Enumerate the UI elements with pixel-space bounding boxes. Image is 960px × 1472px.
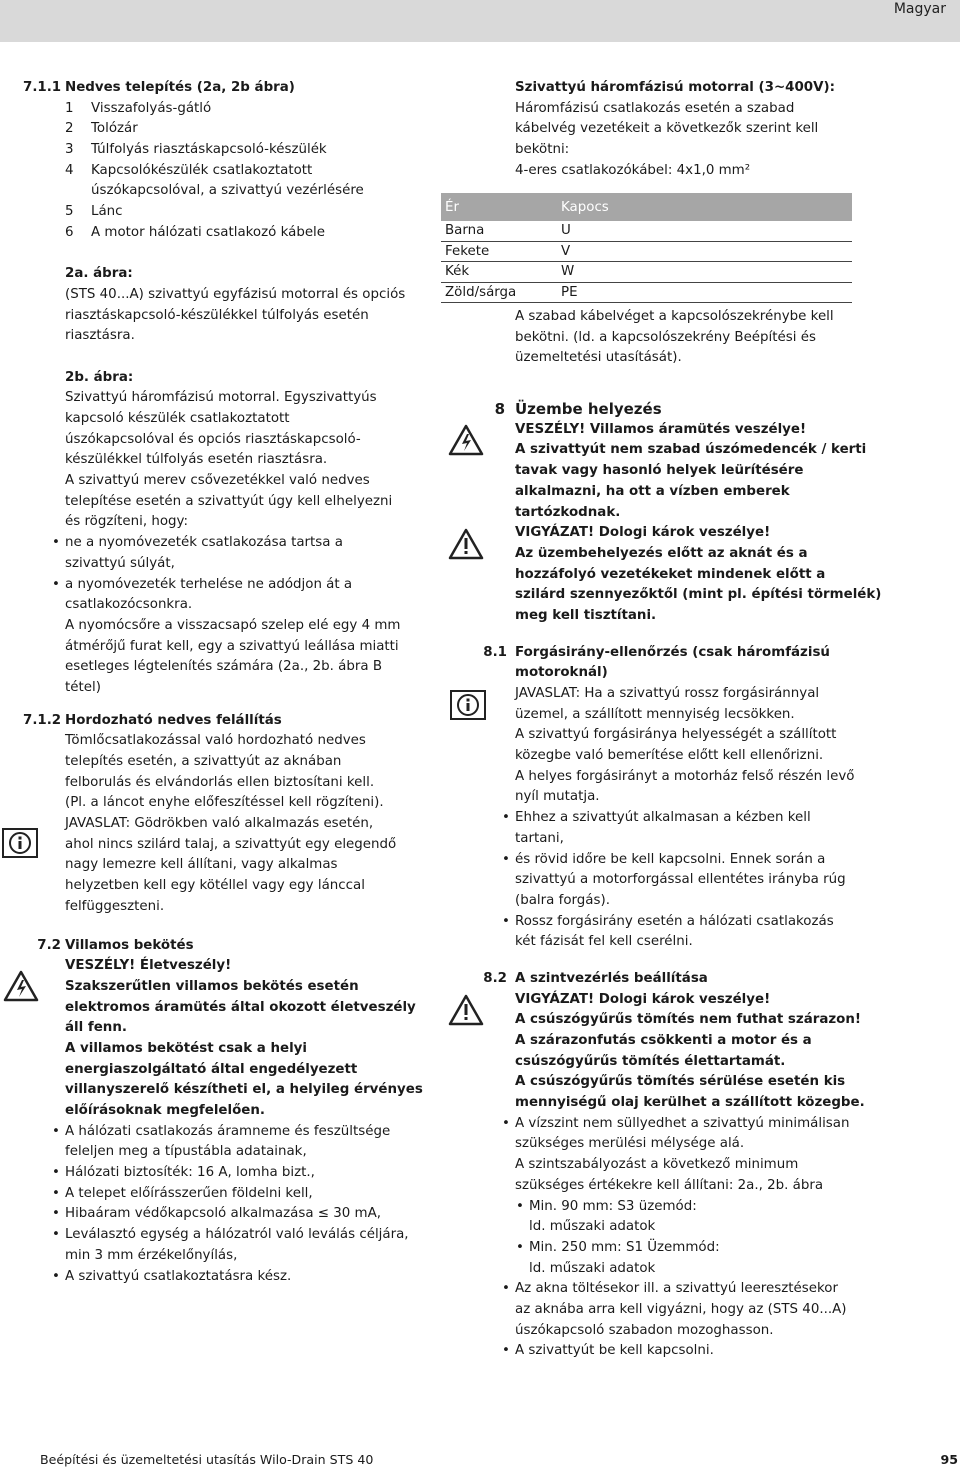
body-text: A szabad kábelvéget a kapcsolószekrénybe kell	[515, 309, 834, 324]
table-row: Fekete V	[441, 241, 852, 262]
section-8-1-heading: 8.1 Forgásirány-ellenőrzés (csak háromfázisú motoroknál)	[515, 643, 860, 684]
note-text: felfüggeszteni.	[65, 898, 165, 914]
warning-icon	[448, 528, 484, 564]
info-icon	[450, 690, 486, 724]
figure-2a-text: (STS 40...A) szivattyú egyfázisú motorral és opciós	[65, 286, 406, 302]
body-text: felborulás és elvándorlás ellen biztosítani kell.	[65, 774, 375, 790]
list-item: • Az akna töltésekor ill. a szivattyú leeresztésekor az aknába arra kell vigyázni, hogy az (STS 40...A) úszókapcsoló szabadon mozoghasson.	[515, 1279, 860, 1341]
section-title: Nedves telepítés (2a, 2b ábra)	[65, 80, 295, 95]
caution-text: szilárd szennyezőktől (mint pl. építési törmelék)	[515, 587, 882, 603]
page-number: 95	[940, 1452, 958, 1467]
note-text: nagy lemezre kell állítani, vagy alkalmas	[65, 857, 338, 873]
note-text: JAVASLAT: Ha a szivattyú rossz forgásiránnyal	[515, 686, 820, 701]
section-8-2-heading	[483, 969, 860, 990]
table-row: Kék W	[441, 262, 852, 283]
section-7-1-2-heading	[23, 711, 415, 732]
language-label: Magyar	[893, 1, 946, 17]
note-text: A szivattyú forgásiránya helyességét a szállított	[515, 727, 837, 743]
figure-2a-text: riasztásra.	[65, 328, 135, 344]
table-row: Barna U	[441, 221, 852, 241]
body-text: bekötni. (ld. a kapcsolószekrény Beépítési és	[515, 329, 816, 345]
caution-text: VIGYÁZAT! Dologi károk veszélye!	[515, 525, 771, 541]
list-item: úszókapcsolóval, a szivattyú vezérlésére	[91, 183, 364, 199]
note-text: nyíl mutatja.	[515, 789, 600, 805]
table-header: Kapocs	[557, 193, 852, 221]
list-item: • A telepet előírásszerűen földelni kell,	[65, 1184, 415, 1205]
list-item: 3 Túlfolyás riasztáskapcsoló-készülék	[65, 142, 327, 158]
footer-title: Beépítési és üzemeltetési utasítás Wilo-Drain STS 40	[40, 1452, 374, 1467]
danger-text: alkalmazni, ha ott a vízben emberek	[515, 483, 790, 499]
danger-text: A villamos bekötést csak a helyi	[65, 1040, 308, 1056]
wire-terminal-table	[441, 193, 852, 303]
danger-text: előírásoknak megfelelően.	[65, 1103, 266, 1118]
section-8-heading	[494, 399, 860, 420]
table-header-row	[441, 193, 852, 221]
body-text: tétel)	[65, 679, 101, 695]
list-item: • Rossz forgásirány esetén a hálózati csatlakozás két fázisát fel kell cserélni.	[515, 912, 860, 953]
list-item: 4 Kapcsolókészülék csatlakoztatott	[65, 162, 313, 178]
sub-list-item: • Min. 250 mm: S1 Üzemmód: ld. műszaki adatok	[529, 1238, 860, 1279]
right-column-lower	[483, 307, 882, 1362]
danger-text: VESZÉLY! Életveszély!	[65, 958, 232, 974]
danger-text: elektromos áramütés által okozott életveszély	[65, 999, 416, 1015]
list-item: • és rövid időre be kell kapcsolni. Ennek során a szivattyú a motorforgással ellentétes irányba rúg (balra forgás).	[515, 850, 860, 912]
danger-text: A szivattyút nem szabad úszómedencék / kerti	[515, 442, 867, 458]
body-text: bekötni:	[515, 142, 570, 158]
danger-text: Szakszerűtlen villamos bekötés esetén	[65, 978, 359, 994]
figure-2b-text: Szivattyú háromfázisú motorral. Egyszivattyús	[65, 390, 377, 406]
section-number: 7.1.1	[23, 80, 62, 95]
body-text: átmérőjű furat kell, egy a szivattyú leállása miatti	[65, 638, 399, 654]
caution-text: Az üzembehelyezés előtt az aknát és a	[515, 545, 808, 561]
top-bar	[0, 0, 960, 42]
figure-2b-text: telepítése esetén a szivattyút úgy kell elhelyezni	[65, 493, 393, 509]
figure-2b-title: 2b. ábra:	[65, 369, 134, 385]
caution-text: VIGYÁZAT! Dologi károk veszélye!	[515, 991, 771, 1007]
caution-text: mennyiségű olaj kerülhet a szállított közegbe.	[515, 1095, 865, 1111]
section-number: 8.1	[483, 644, 507, 660]
figure-2b-text: úszókapcsolóval és opciós riasztáskapcsoló-	[65, 431, 361, 447]
caution-text: hozzáfolyó vezetékeket mindenek előtt a	[515, 566, 826, 582]
section-number: 8.2	[483, 970, 507, 986]
section-title: Üzembe helyezés	[515, 400, 662, 419]
list-item: • A hálózati csatlakozás áramneme és feszültsége feleljen meg a típustábla adatainak,	[65, 1122, 415, 1163]
danger-text: áll fenn.	[65, 1020, 127, 1036]
legend-list	[65, 99, 415, 244]
list-item: 6 A motor hálózati csatlakozó kábele	[65, 224, 326, 240]
caution-text: csúszógyűrűs tömítés élettartamát.	[515, 1053, 786, 1069]
body-text: (Pl. a láncot enyhe előfeszítéssel kell rögzíteni).	[65, 795, 384, 811]
note-text: üzemel, a szállított mennyiség lecsökken.	[515, 706, 795, 722]
list-item: • a nyomóvezeték terhelése ne adódjon át a csatlakozócsonkra.	[65, 575, 415, 616]
body-text: A nyomócsőre a visszacsapó szelep elé egy 4 mm	[65, 617, 401, 633]
note-text: helyzetben kell egy kötéllel vagy egy lánccal	[65, 878, 365, 894]
body-text: kábelvég vezetékeit a következők szerint kell	[515, 121, 819, 137]
list-item: • Hálózati biztosíték: 16 A, lomha bizt.,	[65, 1163, 415, 1184]
left-column	[23, 78, 423, 1287]
table-row: Zöld/sárga PE	[441, 282, 852, 303]
body-text: Háromfázisú csatlakozás esetén a szabad	[515, 100, 795, 116]
note-text: A helyes forgásirányt a motorház felső részén levő	[515, 768, 855, 784]
figure-2a-text: riasztáskapcsoló-készülékkel túlfolyás esetén	[65, 307, 369, 323]
section-7-1-1-heading	[23, 78, 415, 99]
danger-text: VESZÉLY! Villamos áramütés veszélye!	[515, 421, 807, 437]
caution-text: A csúszógyűrűs tömítés nem futhat szárazon!	[515, 1012, 861, 1028]
danger-text: energiaszolgáltató által engedélyezett	[65, 1061, 358, 1077]
danger-text: villanyszerelő készítheti el, a helyileg érvényes	[65, 1082, 423, 1098]
right-column	[515, 78, 860, 181]
list-item: 2 Tolózár	[65, 121, 138, 137]
list-item: • A szivattyú csatlakoztatásra kész.	[65, 1267, 415, 1288]
caution-text: A csúszógyűrűs tömítés sérülése esetén kis	[515, 1074, 846, 1090]
section-number: 7.1.2	[23, 712, 62, 728]
sub-list-item: • Min. 90 mm: S3 üzemód: ld. műszaki adatok	[529, 1197, 860, 1238]
section-number: 7.2	[37, 937, 61, 953]
note-text: JAVASLAT: Gödrökben való alkalmazás esetén,	[65, 816, 374, 832]
danger-text: tavak vagy hasonló helyek leürítésére	[515, 463, 804, 479]
caution-text: meg kell tisztítani.	[515, 607, 657, 623]
body-text: üzemeltetési utasítását).	[515, 350, 682, 366]
figure-2a-title: 2a. ábra:	[65, 266, 133, 282]
list-item: • A szivattyút be kell kapcsolni.	[515, 1341, 860, 1362]
warning-electric-icon	[448, 424, 484, 460]
figure-2b-text: A szivattyú merev csővezetékkel való nedves	[65, 473, 370, 489]
caution-text: A szárazonfutás csökkenti a motor és a	[515, 1033, 812, 1048]
body-text: esetleges légtelenítés számára (2a., 2b. ábra B	[65, 659, 383, 675]
warning-icon	[448, 994, 484, 1030]
list-item: • A vízszint nem süllyedhet a szivattyú minimálisan szükséges merülési mélysége alá. A szintszabályozást a következő minimum szükséges értékekre kell állítani: 2a., 2b. ábra	[515, 1114, 860, 1197]
list-item: • Hibaáram védőkapcsoló alkalmazása ≤ 30 mA,	[65, 1204, 415, 1225]
section-number: 8	[494, 400, 505, 419]
list-item: • ne a nyomóvezeték csatlakozása tartsa a szivattyú súlyát,	[65, 533, 415, 574]
list-item: • Ehhez a szivattyút alkalmasan a kézben kell tartani,	[515, 808, 860, 849]
section-title: Villamos bekötés	[65, 937, 194, 953]
warning-electric-icon	[3, 970, 39, 1006]
body-text: telepítés esetén, a szivattyút az aknában	[65, 754, 342, 769]
list-item: 5 Lánc	[65, 204, 123, 220]
danger-text: tartózkodnak.	[515, 504, 621, 520]
section-title: Hordozható nedves felállítás	[65, 712, 282, 728]
note-text: közegbe való bemerítése előtt kell ellenőrizni.	[515, 748, 824, 764]
three-phase-title: Szivattyú háromfázisú motorral (3~400V):	[515, 80, 835, 95]
list-item: • Leválasztó egység a hálózatról való leválás céljára, min 3 mm érzékelőnyílás,	[65, 1225, 415, 1266]
body-text: 4-eres csatlakozókábel: 4x1,0 mm²	[515, 162, 751, 178]
body-text: Tömlőcsatlakozással való hordozható nedves	[65, 733, 366, 749]
info-icon	[2, 828, 38, 862]
list-item: 1 Visszafolyás-gátló	[65, 100, 212, 116]
note-text: ahol nincs szilárd talaj, a szivattyút egy elegendő	[65, 836, 397, 852]
figure-2b-text: készülékkel túlfolyás esetén riasztásra.	[65, 452, 328, 468]
section-7-2-heading	[37, 936, 415, 957]
figure-2b-text: kapcsoló készülék csatlakoztatott	[65, 411, 290, 426]
figure-2b-text: és rögzíteni, hogy:	[65, 514, 188, 530]
section-title: A szintvezérlés beállítása	[515, 970, 708, 986]
table-header: Ér	[441, 193, 557, 221]
